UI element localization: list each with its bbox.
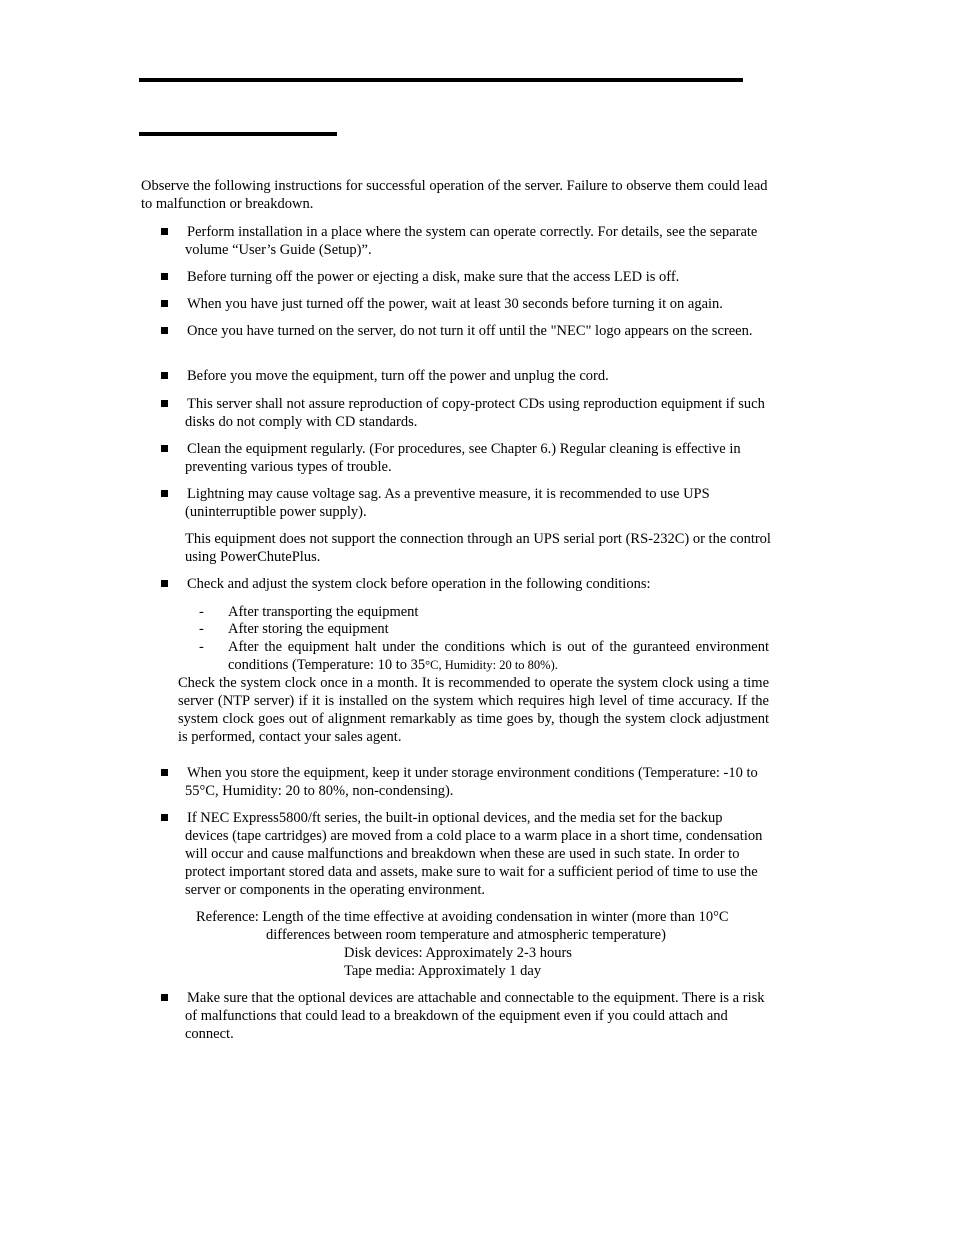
list-item-text: Before you move the equipment, turn off the power and unplug the cord. [187, 368, 609, 384]
list-item [161, 395, 771, 431]
list-item [161, 223, 771, 259]
square-bullet-icon [161, 769, 168, 776]
list-item-text: Lightning may cause voltage sag. As a preventive measure, it is recommended to use UPS (uninterruptible power supply). [185, 486, 710, 520]
list-item-text: Before turning off the power or ejecting a disk, make sure that the access LED is off. [187, 269, 680, 285]
top-rule [139, 78, 743, 82]
ups-note: This equipment does not support the connection through an UPS serial port (RS-232C) or the control using PowerChutePlus. [185, 531, 771, 565]
list-item-text: If NEC Express5800/ft series, the built-in optional devices, and the media set for the backup devices (tape cartridges) are moved from a cold place to a warm place in a short time, condensation will occur and cause malfunctions and breakdown when these are used in such state. In order to protect important stored data and assets, make sure to wait for a sufficient period of time to use the server or components in the operating environment. [185, 810, 763, 898]
square-bullet-icon [161, 228, 168, 235]
square-bullet-icon [161, 372, 168, 379]
dash-marker: - [199, 604, 204, 620]
square-bullet-icon [161, 490, 168, 497]
list-item-text: Perform installation in a place where the system can operate correctly. For details, see the separate volume “User’s Guide (Setup)”. [185, 224, 758, 258]
list-item-text: This server shall not assure reproduction of copy-protect CDs using reproduction equipment if such disks do not comply with CD standards. [185, 396, 765, 430]
dash-marker: - [199, 621, 204, 637]
list-item-text: Check and adjust the system clock before operation in the following conditions: [187, 576, 651, 592]
list-item-text: Once you have turned on the server, do not turn it off until the "NEC" logo appears on the screen. [187, 323, 753, 339]
list-item [161, 322, 771, 340]
list-item [161, 367, 771, 385]
condition-text-main: After the equipment halt under the conditions which is out of the guranteed environment conditions (Temperature: 10 to 35 [228, 639, 769, 673]
list-item [161, 764, 771, 800]
condition-item [199, 638, 769, 674]
list-item-text: When you have just turned off the power, wait at least 30 seconds before turning it on again. [187, 296, 723, 312]
square-bullet-icon [161, 445, 168, 452]
list-item-text: Clean the equipment regularly. (For procedures, see Chapter 6.) Regular cleaning is effective in preventing various types of trouble. [185, 441, 741, 475]
square-bullet-icon [161, 300, 168, 307]
section-rule [139, 132, 337, 136]
list-item-text: When you store the equipment, keep it under storage environment conditions (Temperature: -10 to 55°C, Humidity: 20 to 80%, non-condensing). [185, 765, 758, 799]
square-bullet-icon [161, 814, 168, 821]
condition-item [199, 603, 769, 621]
condition-text-small: °C, Humidity: 20 to 80%). [425, 658, 558, 672]
square-bullet-icon [161, 994, 168, 1001]
square-bullet-icon [161, 400, 168, 407]
list-item [161, 268, 771, 286]
condition-item [199, 620, 769, 638]
intro-paragraph: Observe the following instructions for successful operation of the server. Failure to observe them could lead to malfunction or breakdown. [141, 178, 768, 212]
condition-text [228, 638, 769, 674]
list-item [161, 440, 771, 476]
dash-marker: - [199, 639, 204, 655]
clock-note: Check the system clock once in a month. It is recommended to operate the system clock using a time server (NTP server) if it is installed on the system which requires high level of time accuracy. If the system clock goes out of alignment remarkably as time goes by, though the system clock adjustment is performed, contact your sales agent. [178, 675, 769, 745]
reference-line: Reference: Length of the time effective at avoiding condensation in winter (more than 10°C [196, 909, 729, 925]
list-item [161, 575, 771, 593]
list-item [161, 809, 771, 899]
list-item [161, 485, 771, 521]
reference-line: differences between room temperature and atmospheric temperature) [266, 927, 666, 943]
list-item [161, 295, 771, 313]
list-item [161, 989, 771, 1043]
square-bullet-icon [161, 273, 168, 280]
reference-line: Disk devices: Approximately 2-3 hours [344, 945, 572, 961]
square-bullet-icon [161, 580, 168, 587]
square-bullet-icon [161, 327, 168, 334]
condition-text: After storing the equipment [228, 621, 389, 637]
reference-line: Tape media: Approximately 1 day [344, 963, 542, 979]
condition-text: After transporting the equipment [228, 604, 419, 620]
list-item-text: Make sure that the optional devices are attachable and connectable to the equipment. There is a risk of malfunctions that could lead to a breakdown of the equipment even if you could attach and connect. [185, 990, 765, 1042]
